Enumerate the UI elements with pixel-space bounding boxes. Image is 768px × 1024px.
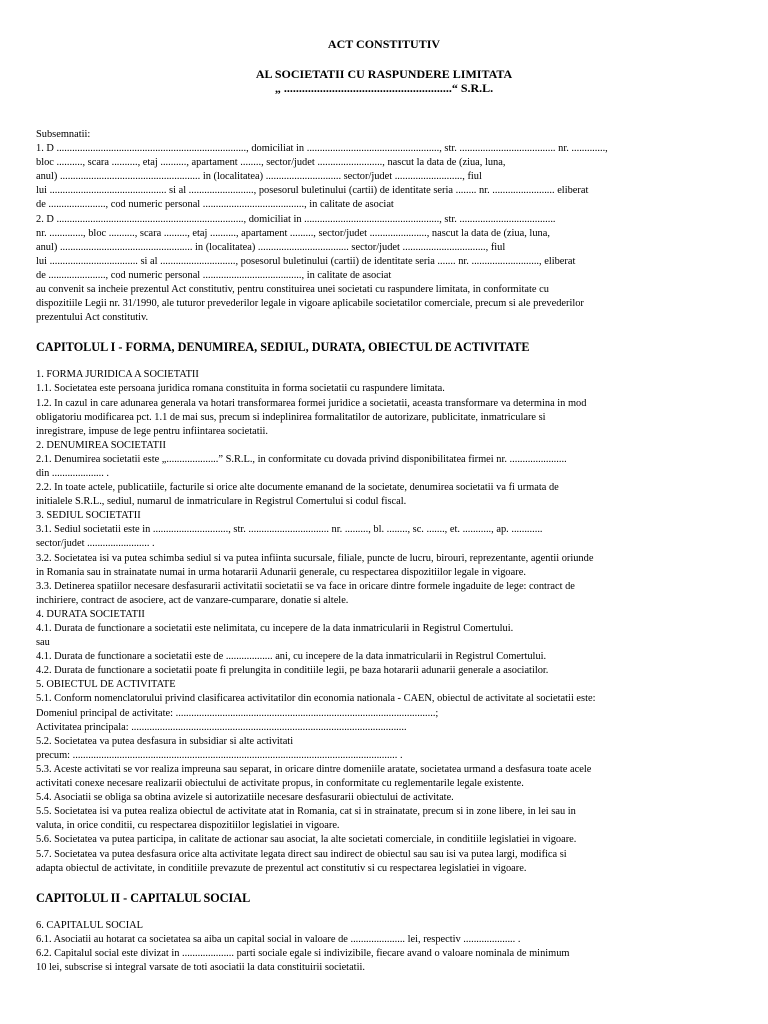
text-line: 4. DURATA SOCIETATII	[36, 608, 145, 620]
chapter-2-title: CAPITOLUL II - CAPITALUL SOCIAL	[36, 890, 251, 905]
text-line: inregistrare, impuse de lege pentru infiintarea societatii.	[36, 425, 268, 437]
text-line: 5. OBIECTUL DE ACTIVITATE	[36, 679, 176, 691]
text-line: 4.1. Durata de functionare a societatii este de .................. ani, cu incepere de la data inmatricularii in Registrul Comertului.	[36, 651, 547, 663]
text-line: Activitatea principala: ..........................................................................................................	[36, 721, 407, 733]
text-line: au convenit sa incheie prezentul Act constitutiv, pentru constituirea unei societati cu raspundere limitata, in conformitate cu	[36, 284, 549, 296]
text-line: 1. D ........................................................................., domiciliat in ..................................................., str. ..................................... nr. .............,	[36, 143, 608, 155]
chapter-1-body	[36, 368, 736, 875]
text-line: anul) ...................................................... in (localitatea) ............................. sector/judet .........................., fiul	[36, 171, 482, 183]
text-line: 5.3. Aceste activitati se vor realiza impreuna sau separat, in oricare dintre domeniile aratate, societatea urmand a desfasura toate acele	[36, 763, 592, 775]
text-line: 2.2. In toate actele, publicatiile, facturile si orice alte documente emanand de la societate, denumirea societatii va fi urmata de	[36, 482, 559, 494]
text-line: precum: ............................................................................................................................. .	[36, 749, 403, 761]
text-line: 5.6. Societatea va putea participa, in calitate de actionar sau asociat, la alte societati comerciale, in conditiile legislatiei in vigoare.	[36, 834, 577, 846]
text-line: 3. SEDIUL SOCIETATII	[36, 510, 141, 522]
document-body	[36, 128, 736, 975]
text-line: nr. ............., bloc .........., scara ........., etaj .........., apartament ........., sector/judet ......................, nascut la data de (ziua, luna,	[36, 227, 550, 239]
text-line: lui ............................................. si al ........................., posesorul buletinului (cartii) de identitate seria ........ nr. ........................ eliberat	[36, 185, 589, 197]
text-line: 2. DENUMIREA SOCIETATII	[36, 439, 166, 451]
document-subtitle: AL SOCIETATII CU RASPUNDERE LIMITATA	[255, 67, 513, 81]
text-line: valuta, in orice conditii, cu respectarea dispozitiilor legislatiei in vigoare.	[36, 820, 340, 832]
text-line: prezentului Act constitutiv.	[36, 312, 149, 324]
text-line: sector/judet ........................ .	[36, 538, 155, 550]
text-line: initialele S.R.L., sediul, numarul de inmatriculare in Registrul Comertului si codul fiscal.	[36, 496, 407, 508]
text-line: inchiriere, contract de asociere, act de vanzare-cumparare, donatie si altele.	[36, 594, 349, 606]
text-line: activitati conexe necesare realizarii obiectului de activitate propus, in conformitate cu reglementarile legale existente.	[36, 778, 524, 790]
text-line: 4.1. Durata de functionare a societatii este nelimitata, cu incepere de la data inmatricularii in Registrul Comertului.	[36, 623, 514, 634]
text-line: 6.1. Asociatii au hotarat ca societatea sa aiba un capital social in valoare de ..................... lei, respectiv .................... .	[36, 933, 521, 945]
text-line: lui .................................. si al ............................., posesorul buletinului (cartii) de identitate seria ....... nr. .........................., eliberat	[36, 255, 576, 267]
text-line: Subsemnatii:	[36, 129, 91, 140]
text-line: Domeniul principal de activitate: ....................................................................................................;	[36, 707, 439, 719]
text-line: 5.2. Societatea va putea desfasura in subsidiar si alte activitati	[36, 735, 294, 747]
text-line: 10 lei, subscrise si integral varsate de toti asociatii la data constituirii societatii.	[36, 961, 365, 973]
text-line: in Romania sau in strainatate numai in urma hotararii Adunarii generale, cu respectarea dispozitiilor legale in vigoare.	[36, 566, 526, 578]
document-title: ACT CONSTITUTIV	[327, 37, 441, 51]
text-line: 1.1. Societatea este persoana juridica romana constituita in forma societatii cu raspundere limitata.	[36, 383, 445, 395]
text-line: sau	[36, 637, 50, 649]
text-line: din .................... .	[36, 467, 110, 479]
text-line: adapta obiectul de activitate, in conditiile prevazute de prezentul act constitutiv si cu respectarea legislatiei in vigoare.	[36, 862, 527, 874]
text-line: 1.2. In cazul in care adunarea generala va hotari transformarea formei juridice a societatii, aceasta transformare va determina in mod	[36, 397, 587, 409]
company-name-line: „ ........................................................“ S.R.L.	[274, 81, 494, 95]
text-line: obligatoriu modificarea pct. 1.1 de mai sus, precum si indeplinirea formalitatilor de autorizare, publicitate, inmatriculare si	[36, 411, 546, 423]
text-line: 1. FORMA JURIDICA A SOCIETATII	[36, 369, 199, 381]
text-line: de ......................, cod numeric personal ......................................., in calitate de asociat	[36, 199, 394, 211]
text-line: 2.1. Denumirea societatii este „....................” S.R.L., in conformitate cu dovada privind disponibilitatea firmei nr. ......................	[36, 453, 567, 465]
intro-section	[36, 128, 736, 325]
chapter-1-title: CAPITOLUL I - FORMA, DENUMIREA, SEDIUL, DURATA, OBIECTUL DE ACTIVITATE	[36, 340, 530, 355]
text-line: 5.4. Asociatii se obliga sa obtina avizele si autorizatiile necesare desfasurarii obiectului de activitate.	[36, 792, 454, 804]
text-line: 3.3. Detinerea spatiilor necesare desfasurarii activitatii societatii se va face in oricare dintre formele ingaduite de lege: contract de	[36, 580, 575, 592]
text-line: de ......................, cod numeric personal ......................................, in calitate de asociat	[36, 269, 392, 281]
text-line: bloc .........., scara .........., etaj .........., apartament ........, sector/judet ........................., nascut la data de (ziua, luna,	[36, 157, 506, 169]
text-line: 2. D ........................................................................, domiciliat in ...................................................., str. .....................................	[36, 213, 556, 225]
text-line: 4.2. Durata de functionare a societatii poate fi prelungita in conditiile legii, pe baza hotararii adunarii generale a asociatilor.	[36, 665, 549, 677]
text-line: 3.2. Societatea isi va putea schimba sediul si va putea infiinta sucursale, filiale, puncte de lucru, birouri, reprezentante, agentii oriunde	[36, 552, 594, 564]
text-line: 6.2. Capitalul social este divizat in .................... parti sociale egale si indivizibile, fiecare avand o valoare nominala de minimum	[36, 947, 570, 959]
text-line: dispozitiile Legii nr. 31/1990, ale tuturor prevederilor legale in vigoare aplicabile societatilor comerciale, precum si ale prevederilor	[36, 298, 584, 310]
text-line: 5.1. Conform nomenclatorului privind clasificarea activitatilor din economia nationala - CAEN, obiectul de activitate al societatii este:	[36, 693, 596, 705]
text-line: 3.1. Sediul societatii este in ............................., str. ............................... nr. ........., bl. ........, sc. ......., et. ..........., ap. ............	[36, 524, 543, 536]
text-line: 5.5. Societatea isi va putea realiza obiectul de activitate atat in Romania, cat si in strainatate, precum si in zone libere, in lei sau in	[36, 806, 576, 818]
text-line: anul) ................................................... in (localitatea) ................................... sector/judet ................................, fiul	[36, 241, 506, 253]
chapter-2-body	[36, 919, 736, 975]
text-line: 5.7. Societatea va putea desfasura orice alta activitate legata direct sau indirect de obiectul sau sau isi va putea largi, modifica si	[36, 848, 567, 860]
text-line: 6. CAPITALUL SOCIAL	[36, 919, 144, 931]
